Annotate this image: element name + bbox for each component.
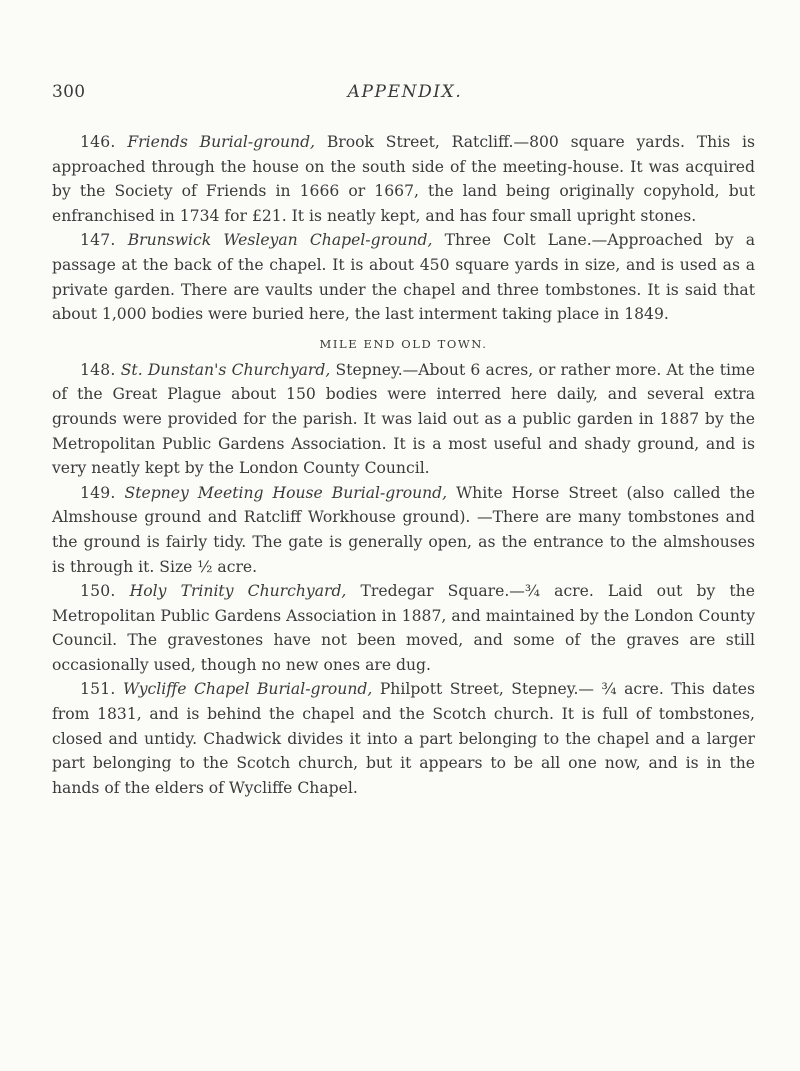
entry-title: Friends Burial-ground,	[127, 133, 316, 151]
running-head: APPENDIX.	[347, 82, 463, 102]
page-header	[52, 82, 758, 112]
entry-149	[52, 481, 755, 579]
section-heading: MILE END OLD TOWN.	[319, 336, 488, 351]
entry-151	[52, 677, 755, 800]
entry-number: 151.	[80, 680, 116, 699]
entry-title: Wycliffe Chapel Burial-ground,	[123, 680, 373, 699]
entry-text: Three Colt Lane.—Approached by a passage at the back of the chapel. It is about 450 square yards in size, and is used as a private garden. There are vaults under the chapel and three tombstones. It is said that about 1,000 bodies were buried here, the last interment taking place in 1849.	[52, 231, 756, 324]
entry-150	[52, 579, 755, 677]
entry-text: White Horse Street (also called the Almshouse ground and Ratcliff Workhouse ground). —There are many tombstones and the ground is fairly tidy. The gate is generally open, as the entrance to the almshouses is through it. Size ½ acre.	[52, 483, 755, 576]
entry-number: 150.	[80, 582, 116, 601]
entry-text: Brook Street, Ratcliff.—800 square yards. This is approached through the house on the south side of the meeting-house. It was acquired by the Society of Friends in 1666 or 1667, the land being originally copyhold, but enfranchised in 1734 for £21. It is neatly kept, and has four small upright stones.	[52, 133, 755, 225]
page-body	[52, 130, 755, 800]
entry-148	[52, 358, 755, 481]
entry-title: St. Dunstan's Churchyard,	[120, 360, 331, 379]
entry-title: Brunswick Wesleyan Chapel-ground,	[127, 231, 433, 250]
entry-text: Stepney.—About 6 acres, or rather more. At the time of the Great Plague about 150 bodies were interred here daily, and several extra grounds were provided for the parish. It was laid out as a public garden in 1887 by the Metropolitan Public Gardens Association. It is a most useful and shady ground, and is very neatly kept by the London County Council.	[52, 360, 755, 478]
entry-title: Holy Trinity Churchyard,	[129, 582, 347, 601]
entry-147	[52, 228, 755, 326]
entry-text: Tredegar Square.—¾ acre. Laid out by the Metropolitan Public Gardens Association in 1887, and maintained by the London County Council. The gravestones have not been moved, and some of the graves are still occasionally used, though no new ones are dug.	[52, 582, 755, 674]
entry-title: Stepney Meeting House Burial-ground,	[124, 483, 448, 502]
page-number: 300	[52, 82, 86, 102]
entry-number: 146.	[80, 133, 116, 151]
entry-146	[52, 130, 755, 228]
entry-number: 147.	[80, 231, 116, 250]
entry-text: Philpott Street, Stepney.— ¾ acre. This dates from 1831, and is behind the chapel and the Scotch church. It is full of tombstones, closed and untidy. Chadwick divides it into a part belonging to the chapel and a larger part belonging to the Scotch church, but it appears to be all one now, and is in the hands of the elders of Wycliffe Chapel.	[52, 680, 755, 797]
entry-number: 148.	[80, 360, 116, 379]
entry-number: 149.	[80, 483, 116, 502]
